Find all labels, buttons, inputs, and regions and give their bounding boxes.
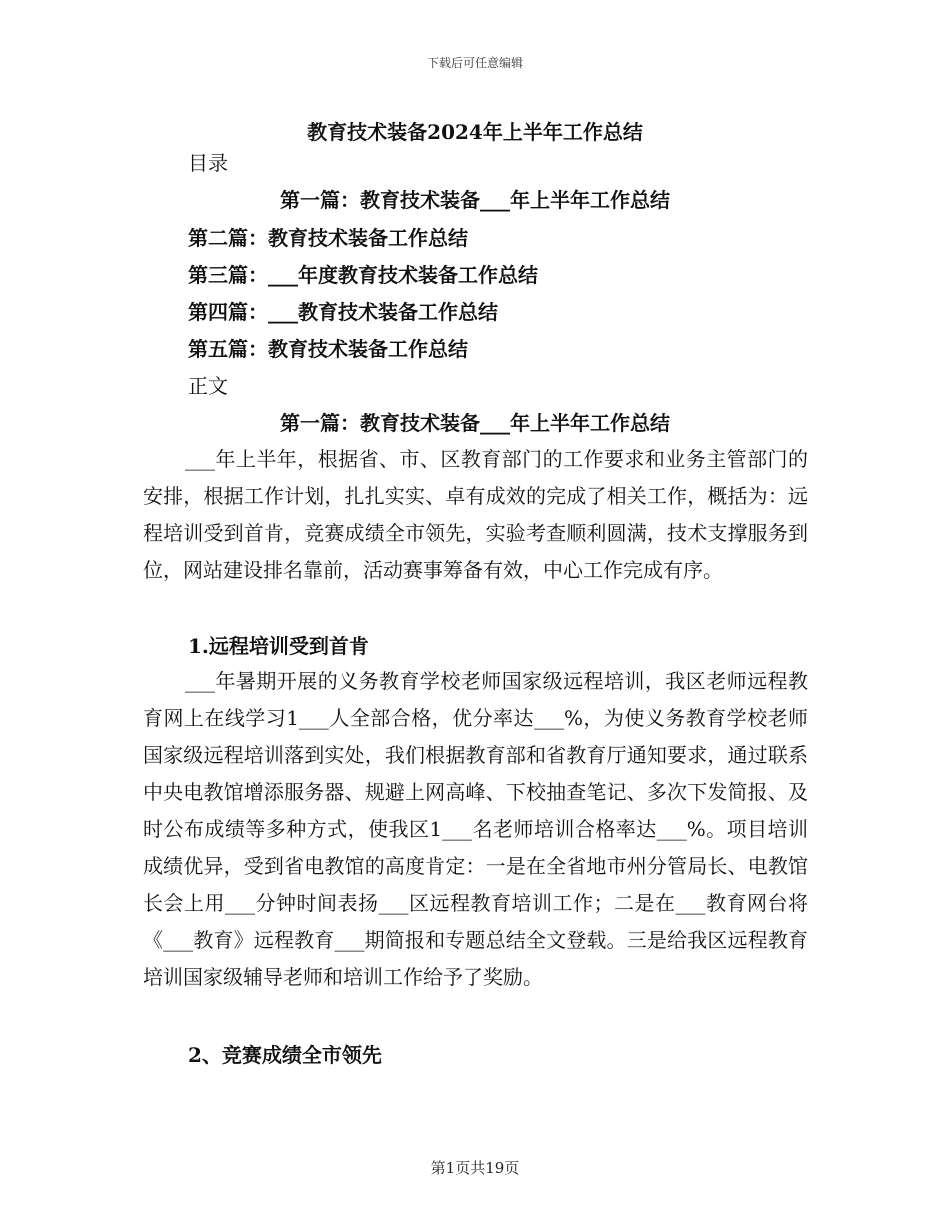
- toc-item-2: 第二篇：教育技术装备工作总结: [188, 226, 468, 250]
- page-footer: 第1页共19页: [430, 1159, 520, 1177]
- section-title: 第一篇：教育技术装备___年上半年工作总结: [280, 411, 670, 435]
- body-label: 正文: [188, 374, 228, 398]
- toc-item-3: 第三篇：___年度教育技术装备工作总结: [188, 263, 538, 287]
- intro-paragraph: ___年上半年，根据省、市、区教育部门的工作要求和业务主管部门的安排，根据工作计划，扎扎实实、卓有成效的完成了相关工作，概括为：远程培训受到首肯，竞赛成绩全市领先，实验考查顺利圆满，技术支撑服务到位，网站建设排名靠前，活动赛事筹备有效，中心工作完成有序。: [143, 447, 808, 582]
- heading-remote-training: 1.远程培训受到首肯: [188, 634, 369, 658]
- remote-training-paragraph: ___年暑期开展的义务教育学校老师国家级远程培训，我区老师远程教育网上在线学习1___人全部合格，优分率达___%，为使义务教育学校老师国家级远程培训落到实处，我们根据教育部和省教育厅通知要求，通过联系中央电教馆增添服务器、规避上网高峰、下校抽查笔记、多次下发简报、及时公布成绩等多种方式，使我区1___名老师培训合格率达___%。项目培训成绩优异，受到省电教馆的高度肯定：一是在全省地市州分管局长、电教馆长会上用___分钟时间表扬___区远程教育培训工作；二是在___教育网台将《___教育》远程教育___期简报和专题总结全文登载。三是给我区远程教育培训国家级辅导老师和培训工作给予了奖励。: [143, 669, 808, 989]
- page-header: 下载后可任意编辑: [426, 56, 523, 70]
- document-title: 教育技术装备2024年上半年工作总结: [307, 120, 643, 144]
- toc-item-5: 第五篇：教育技术装备工作总结: [188, 337, 468, 361]
- toc-item-1: 第一篇：教育技术装备___年上半年工作总结: [280, 188, 670, 212]
- toc-label: 目录: [188, 151, 228, 175]
- toc-item-4: 第四篇：___教育技术装备工作总结: [188, 300, 498, 324]
- heading-competition: 2、竞赛成绩全市领先: [188, 1043, 382, 1067]
